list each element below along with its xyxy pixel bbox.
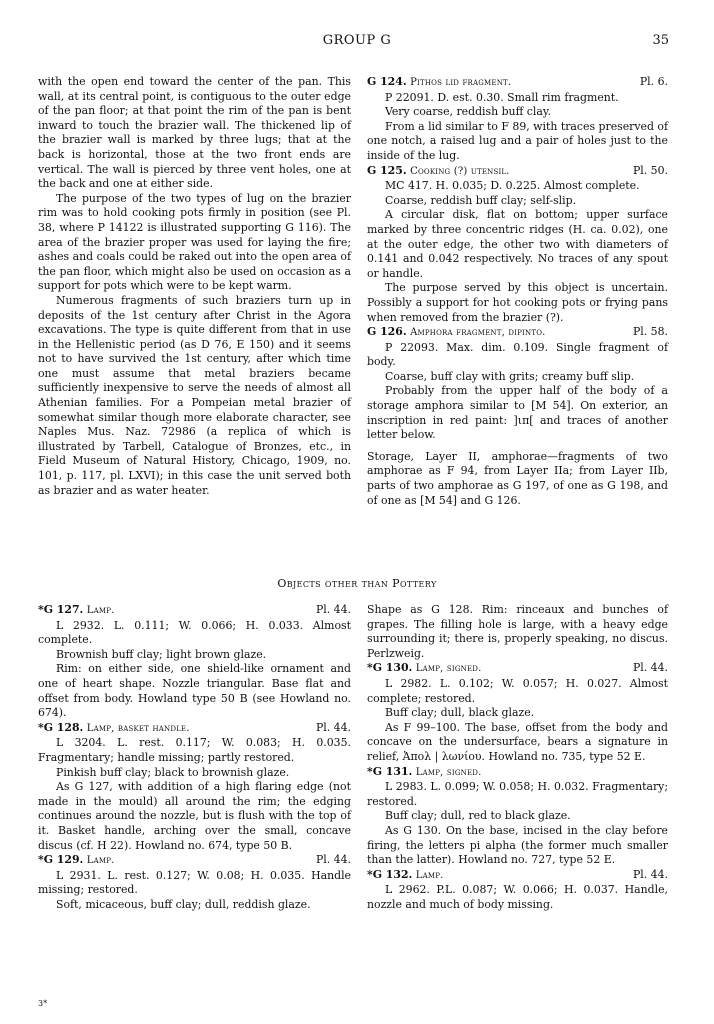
catalog-entry-g131 [367,765,668,868]
entry-number: G 125. [367,163,407,177]
entry-number: *G 128. [38,720,84,734]
entry-line: L 2962. P.L. 0.087; W. 0.066; H. 0.037. Handle, nozzle and much of body missing. [367,883,668,911]
entry-line: Probably from the upper half of the body of a storage amphora similar to [M 54]. On exterior, an inscription in red paint: ]ιπ[ and traces of another letter below. [367,384,668,442]
entry-heading [367,765,668,781]
plate-ref: Pl. 44. [315,853,351,867]
entry-heading [38,721,351,737]
page-title: GROUP G [322,33,392,48]
entry-name: Lamp, signed. [415,663,482,675]
plate-ref: Pl. 44. [315,603,351,616]
continued-text: Shape as G 128. Rim: rinceaux and bunches of grapes. The filling hole is large, with a heavy edge surrounding it; there is, properly speaking, no discus. Perlzweig. [367,603,668,660]
catalog-entry-g132 [367,868,668,913]
storage-note: Storage, Layer II, amphorae—fragments of two amphorae as F 94, from Layer IIa; from Layer IIb, parts of two amphorae as G 197, of one as G 198, and of one as [M 54] and G 126. [367,449,668,507]
entry-line: P 22093. Max. dim. 0.109. Single fragment of body. [367,340,668,369]
plate-ref: Pl. 58. [632,325,668,339]
entry-name: Lamp. [415,869,444,881]
top-left-column [38,75,351,498]
entry-line: L 2983. L. 0.099; W. 0.058; H. 0.032. Fragmentary; restored. [367,780,668,808]
entry-line: Buff clay; dull, black glaze. [385,706,535,720]
entry-name: Cooking (?) utensil. [410,165,510,177]
entry-heading [367,661,668,677]
plate-ref: Pl. 6. [639,75,668,88]
entry-line: MC 417. H. 0.035; D. 0.225. Almost complete. [385,179,640,193]
entry-name: Lamp. [86,855,115,867]
entry-line: L 2931. L. rest. 0.127; W. 0.08; H. 0.035. Handle missing; restored. [38,868,351,897]
paragraph: with the open end toward the center of the pan. This wall, at its central point, is contiguous to the outer edge of the pan floor; at that point the rim of the pan is bent inward to touch the brazier wall. The thickened lip of the brazier wall is marked by three lugs; that at the back is horizontal, those at the two front ends are vertical. The wall is pierced by three vent holes, one at the back and one at either side. [38,75,351,191]
entry-number: G 124. [367,75,407,88]
plate-ref: Pl. 44. [632,661,668,675]
entry-number: *G 129. [38,853,84,867]
entry-heading [367,75,668,91]
entry-line: As G 127, with addition of a high flaring edge (not made in the mould) all around the rim; the edging continues around the nozzle, but is flush with the top of it. Basket handle, arching over the small, concave discus (cf. H 22). Howland no. 674, type 50 B. [38,780,351,852]
plate-ref: Pl. 44. [632,867,668,881]
entry-name: Lamp, basket handle. [86,722,190,734]
entry-name: Pithos lid fragment. [410,77,512,88]
entry-name: Lamp, signed. [415,766,482,778]
catalog-entry-g124 [367,75,668,164]
entry-line: L 3204. L. rest. 0.117; W. 0.083; H. 0.035. Fragmentary; handle missing; partly restored. [38,736,351,764]
plate-ref: Pl. 50. [632,163,668,177]
entry-number: *G 127. [38,603,84,616]
entry-line: As G 130. On the base, incised in the clay before firing, the letters pi alpha (the former much smaller than the latter). Howland no. 727, type 52 E. [367,823,668,867]
entry-name: Amphora fragment, dipinto. [410,327,546,339]
catalog-entry-g126 [367,325,668,443]
entry-line: Rim: on either side, one shield-like ornament and one of heart shape. Nozzle triangular. Base flat and offset from body. Howland type 50 B (see Howland no. 674). [38,662,351,720]
entry-heading [38,853,351,869]
entry-heading [38,603,351,619]
entry-line: Brownish buff clay; light brown glaze. [56,647,267,661]
entry-line: As F 99–100. The base, offset from the body and concave on the undersurface, bears a signature in relief, Ἀπολ | λωνίου. Howland no. 735, type 52 E. [367,720,668,763]
entry-number: *G 132. [367,867,413,881]
top-right-column [367,75,668,508]
paragraph: The purpose of the two types of lug on the brazier rim was to hold cooking pots firmly in position (see Pl. 38, where P 14122 is illustrated supporting G 116). The area of the brazier proper was used for laying the fire; ashes and coals could be raked out into the open area of the pan floor, which might also be used on occasion as a support for pots which were to be kept warm. [38,191,351,293]
plate-ref: Pl. 44. [315,720,351,734]
entry-number: *G 131. [367,764,413,778]
bottom-right-column [367,603,668,912]
entry-line: From a lid similar to F 89, with traces preserved of one notch, a raised lug and a pair of holes just to the inside of the lug. [367,119,668,162]
entry-name: Lamp. [86,605,115,616]
paragraph: Numerous fragments of such braziers turn up in deposits of the 1st century after Christ in the Agora excavations. The type is quite different from that in use in the Hellenistic period (as D 76, E 150) and it seems not to have survived the 1st century, after which time one must assume that metal braziers became sufficiently inexpensive to serve the needs of almost all Athenian families. For a Pompeian metal brazier of somewhat similar though more elaborate character, see Naples Mus. Naz. 72986 (a replica of which is illustrated by Tarbell, Catalogue of Bronzes, etc., in Field Museum of Natural History, Chicago, 1909, no. 101, p. 117, pl. LXVI); in this case the unit served both as brazier and as water heater. [38,293,351,497]
entry-number: *G 130. [367,661,413,675]
page-number: 35 [652,33,669,48]
catalog-entry-g129 [38,853,351,912]
entry-line: Coarse, reddish buff clay; self-slip. [385,193,577,207]
entry-line: The purpose served by this object is uncertain. Possibly a support for hot cooking pots or frying pans when removed from the brazier (?). [367,281,668,324]
entry-line: Soft, micaceous, buff clay; dull, reddish glaze. [56,897,311,911]
bottom-left-column [38,603,351,912]
entry-line: L 2982. L. 0.102; W. 0.057; H. 0.027. Almost complete; restored. [367,676,668,705]
entry-heading [367,868,668,884]
entry-line: L 2932. L. 0.111; W. 0.066; H. 0.033. Almost complete. [38,618,351,647]
entry-line: A circular disk, flat on bottom; upper surface marked by three concentric ridges (H. ca. 0.02), one at the outer edge, the other two with diameters of 0.141 and 0.042 respectively. No traces of any spout or handle. [367,208,668,280]
entry-heading [367,325,668,341]
signature-mark: 3* [38,999,48,1008]
entry-heading [367,164,668,180]
section-title: Objects other than Pottery [277,577,437,590]
entry-line: P 22091. D. est. 0.30. Small rim fragment. [385,90,619,104]
entry-line: Coarse, buff clay with grits; creamy buff slip. [385,369,635,383]
entry-line: Very coarse, reddish buff clay. [385,105,552,119]
running-header [0,34,714,54]
catalog-entry-g127 [38,603,351,721]
catalog-entry-g128 [38,721,351,853]
entry-line: Pinkish buff clay; black to brownish glaze. [56,765,290,779]
catalog-entry-g130 [367,661,668,764]
catalog-entry-g125 [367,164,668,326]
entry-line: Buff clay; dull, red to black glaze. [385,809,571,823]
entry-number: G 126. [367,325,407,339]
